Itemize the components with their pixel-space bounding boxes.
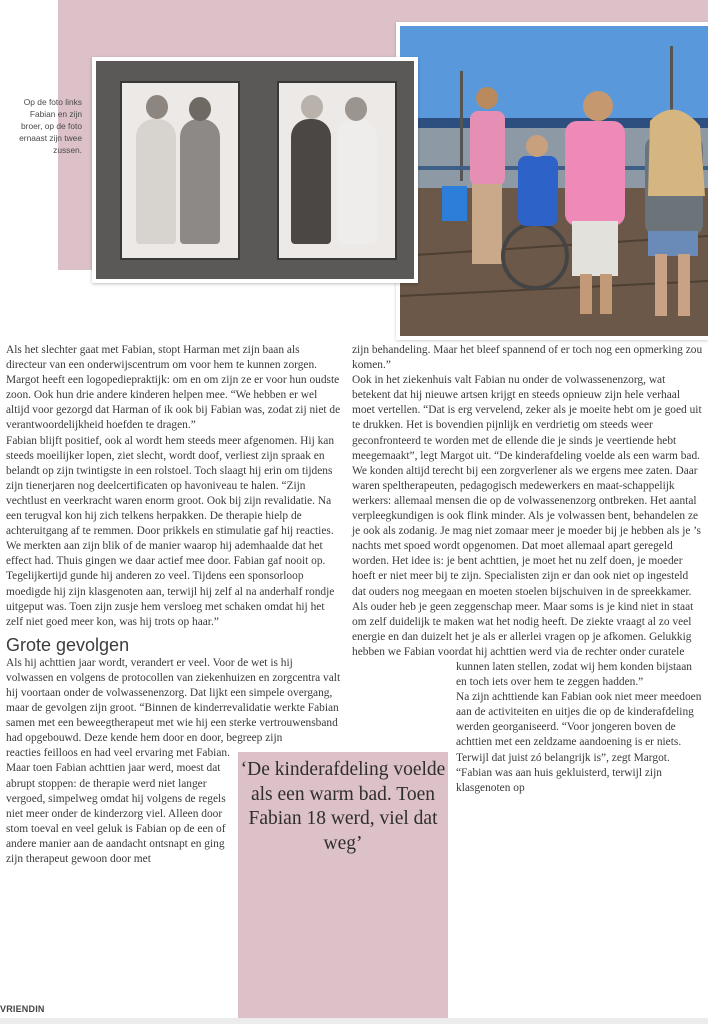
paragraph: kunnen laten stellen, zodat wij hem konden bijstaan en toch iets over hem te zeggen hadden.” <box>456 660 692 689</box>
paragraph: Fabian blijft positief, ook al wordt hem steeds meer afgenomen. Hij kan steeds moeilijker lopen, ziet slecht, wordt doof, verliest zijn spraak en belandt op zijn twintigste in een rolstoel. Toch slaagt hij erin om tijdens zijn tienerjaren nog deelcertificaten op havoniveau te halen. “Zijn vechtlust en veerkracht waren enorm groot. Ook bij zijn revalidatie. Na een terugval kon hij zich telkens herpakken. De therapie hielp de achteruitgang af te remmen. Door prikkels en stimulatie gaf hij reacties. We merkten aan zijn blik of de manier waarop hij ademhaalde dat het effect had. Thuis gingen we daar actief mee door. Fabian gaf nooit op. Tegelijkertijd gunde hij anderen zo veel. Tijdens een sponsorloop moedigde hij zijn klasgenoten aan, terwijl hij zelf al na anderhalf rondje uitgeput was. Toen zijn zusje hem versloeg met schaken omdat hij het zelf niet goed meer kon, was hij trots op haar.” <box>6 434 335 628</box>
photo-caption: Op de foto links Fabian en zijn broer, op de foto ernaast zijn twee zussen. <box>19 97 82 155</box>
pull-quote: ‘De kinderafdeling voelde als een warm bad. Toen Fabian 18 werd, viel dat weg’ <box>240 759 446 854</box>
paragraph: reacties feilloos en had veel ervaring met Fabian. Maar toen Fabian achttien jaar werd, moest dat abrupt stoppen: de therapie werd niet langer vergoed, simpelweg omdat hij volgens de regels niet meer onder de kinderzorg viel. Alleen door stom toeval en veel geluk is Fabian op de een of andere manier aan de aandacht ontsnapt en ging zijn therapeut gewoon door met <box>6 747 230 865</box>
paragraph: Als hij achttien jaar wordt, verandert er veel. Voor de wet is hij volwassen en volgens de protocollen van ziekenhuizen en zorgcentra valt hij voortaan onder de volwassenenzorg. Dat lijkt een simpele overgang, maar de gevolgen zijn groot. “Binnen de kinderrevalidatie werkte Fabian samen met een beweegtherapeut met wie hij een sterke vertrouwensband had opgebouwd. Deze kende hem door en door, begreep zijn <box>6 656 341 745</box>
portrait-brothers <box>120 81 240 260</box>
paragraph: Als het slechter gaat met Fabian, stopt Harman met zijn baan als directeur van een onderwijscentrum om voor hem te kunnen zorgen. Margot heeft een logopediepraktijk: om en om zijn ze er voor hun oudste zoon. Ook hun drie andere kinderen helpen mee. “We hebben er wel altijd voor gezorgd dat Harman of ik ook bij Fabian was, zodat zij niet de verantwoordelijkheid hoefden te dragen.” <box>6 344 341 432</box>
page-edge <box>0 1018 708 1024</box>
photo-family-boardwalk <box>396 22 708 340</box>
paragraph: Ook in het ziekenhuis valt Fabian nu onder de volwassenenzorg, wat betekent dat hij nieuwe artsen krijgt en steeds opnieuw zijn hele verhaal moet vertellen. “Dat is erg vervelend, zeker als je moeite hebt om je goed uit te drukken. Het is bovendien pijnlijk en verdrietig om steeds weer geconfronteerd te worden met de ellende die je sinds je veertiende hebt meegemaakt”, legt Margot uit. “De kinderafdeling voelde als een warm bad. We konden altijd terecht bij een zorgverlener als we ergens mee zaten. Daar waren speltherapeuten, pedagogisch medewerkers en maat-schappelijk werkers: allemaal mensen die op de volwassenenzorg ontbreken. Het aantal verpleegkundigen is ook flink minder. Als je volwassen bent, behandelen ze je ook als zodanig. Je mag niet zomaar meer je moeder bij je hebben als je ’s nachts met spoed wordt opgenomen. Dat moet allemaal apart geregeld worden. Het idee is: je bent achttien, je moet het nu zelf doen, je moeder hoeft er niet meer bij te zijn. Specialisten zijn er dan ook niet op ingesteld dat ouders nog meegaan en moeten stoelen bijschuiven in de spreekkamer. Als ouder heb je geen zeggenschap meer. Maar soms is je kind niet in staat om zelf duidelijk te maken wat het nodig heeft. De ziekte vraagt al zo veel energie en dan duizelt het je als er allerlei vragen op je afkomen. Gelukkig hebben we Fabian voordat hij achttien werd via de rechter onder curatele <box>352 374 702 658</box>
paragraph: zijn behandeling. Maar het bleef spannend of er toch nog een opmerking zou komen.” <box>352 344 703 372</box>
magazine-footer-label: VRIENDIN <box>0 1004 45 1014</box>
article-column-right <box>352 343 704 796</box>
paragraph: Na zijn achttiende kan Fabian ook niet meer meedoen aan de activiteiten en uitjes die op de kinderafdeling werden georganiseerd. “Voor jongeren boven de achttien met een zeldzame aandoening is er niets. Terwijl dat juist zó belangrijk is”, zegt Margot. “Fabian was aan huis gekluisterd, terwijl zijn klasgenoten op <box>456 691 702 794</box>
boardwalk-illustration <box>400 26 708 336</box>
photo-siblings-portraits <box>92 57 418 283</box>
section-heading: Grote gevolgen <box>6 634 130 655</box>
pull-quote-box <box>238 752 448 1018</box>
portrait-sisters <box>277 81 397 260</box>
